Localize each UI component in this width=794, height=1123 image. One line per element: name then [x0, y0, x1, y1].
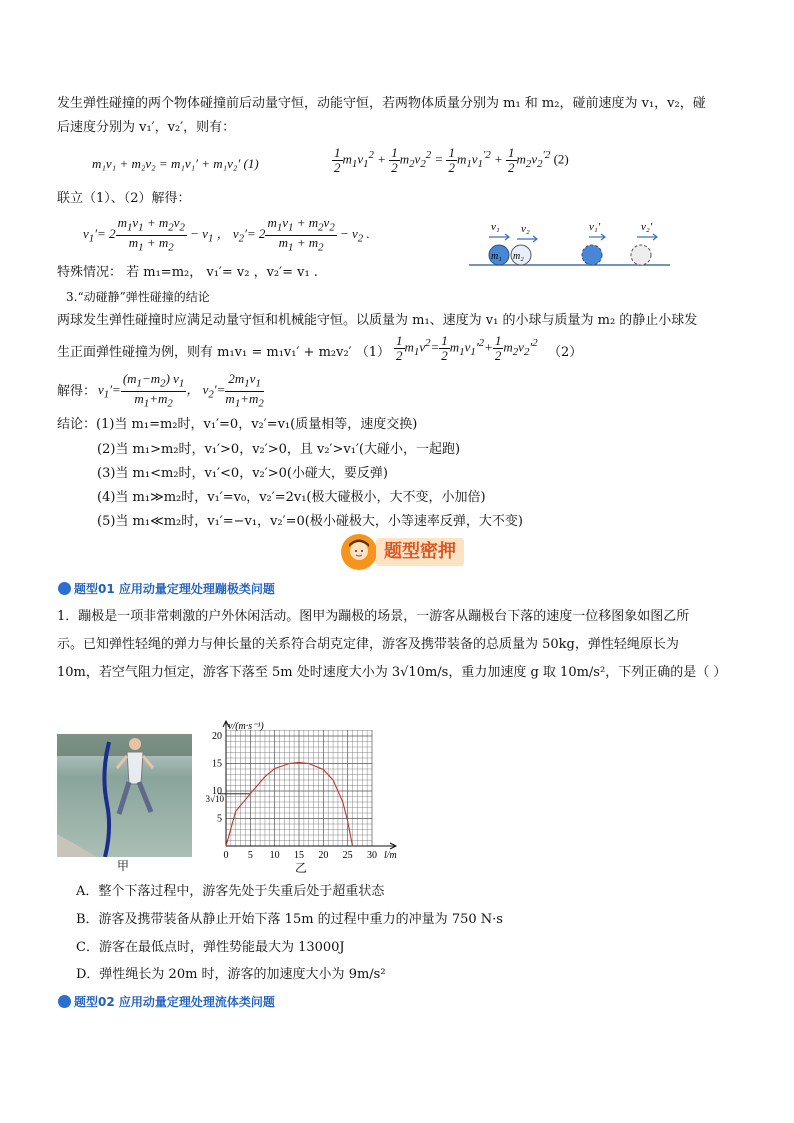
- chart-caption: 乙: [295, 861, 308, 875]
- option-b[interactable]: B．游客及携带装备从静止开始下落 15m 的过程中重力的冲量为 750 N·s: [76, 912, 503, 927]
- equation-2: $\frac{1}{2}$ $m_1v_1^2$ + $\frac{1}{2}$ $m_2v_2^2$ = $\frac{1}{2}$ $m_1v_1^{'2}$ + $\frac{1}{2}$ $m_2v_2^{'2}$ (2): [334, 145, 569, 175]
- banner: [340, 533, 464, 571]
- label-v2: v₂: [521, 223, 530, 235]
- bungee-photo: [57, 734, 192, 857]
- section3-energy-eq: $\frac{1}{2}$ $m_1v^2=$ $\frac{1}{2}$ $m_1v_1'^2+$ $\frac{1}{2}$ $m_2v_2'^2$: [396, 333, 538, 363]
- type1-label: 题型01 应用动量定理处理蹦极类问题: [74, 582, 275, 596]
- option-a[interactable]: A．整个下落过程中，游客先处于失重后处于超重状态: [76, 884, 385, 899]
- x-tick-label: 5: [247, 850, 253, 860]
- solve-equation: $v_1'=$ $\frac{(m_1-m_2) v_1}{m_1+m_2}$ ， $v_2'=$ $\frac{2m_1v_1}{m_1+m_2}$: [98, 371, 264, 410]
- option-c[interactable]: C．游客在最低点时，弹性势能最大为 13000J: [76, 940, 345, 955]
- y-tick-label: 15: [212, 758, 222, 770]
- conclusion-5: (5)当 m₁≪m₂时，v₁′=−v₁，v₂′=0(极小碰极大，小等速率反弹，大不变): [97, 514, 523, 529]
- type2-label: 题型02 应用动量定理处理流体类问题: [74, 995, 275, 1009]
- label-v1: v₁: [491, 221, 500, 233]
- equation-1: m₁v₁ + m₂v₂ = m₁v₁′ + m₁v₂′ (1): [92, 156, 259, 171]
- x-tick-label: 15: [294, 850, 304, 860]
- section3-title: 3.“动碰静”弹性碰撞的结论: [66, 290, 210, 304]
- conclusion-4: (4)当 m₁≫m₂时，v₁′=v₀，v₂′=2v₁(极大碰极小，大不变，小加倍): [97, 490, 486, 505]
- x-tick-label: 30: [367, 850, 377, 860]
- velocity-displacement-chart: [196, 718, 406, 860]
- x-tick-label: 25: [342, 850, 353, 860]
- y-axis-label: v/(m·s⁻¹): [228, 721, 264, 732]
- x-axis-label: l/m: [384, 850, 397, 860]
- intro-line-2: 后速度分别为 v₁′，v₂′，则有：: [57, 120, 236, 135]
- x-tick-label: 20: [318, 850, 329, 860]
- q1-line-3: 10m，若空气阻力恒定，游客下落至 5m 处时速度大小为 3√10m/s，重力加速度 g 取 10m/s²，下列正确的是（ ）: [57, 665, 727, 680]
- solution-equation: $v_1'= 2$ $\frac{m_1v_1 + m_2v_2}{m_1 + m_2}$ − $v_1$ ， $v_2'= 2$ $\frac{m_1v_1 + m_2v_2}{m_1 + m_2}$ − $v_2$ .: [83, 215, 370, 254]
- q1-line-2: 示。已知弹性轻绳的弹力与伸长量的关系符合胡克定律，游客及携带装备的总质量为 50kg，弹性轻绳原长为: [57, 637, 679, 652]
- banner-label: 题型密押: [376, 538, 464, 566]
- label-v1-prime: v₁′: [589, 221, 601, 233]
- y-tick-label: 5: [217, 813, 222, 825]
- y-tick-label: 20: [212, 731, 222, 742]
- q1-line-1: 1．蹦极是一项非常刺激的户外休闲活动。图甲为蹦极的场景，一游客从蹦极台下落的速度一位移图象如图乙所: [57, 609, 690, 624]
- label-m2: m₂: [513, 251, 524, 262]
- label-v2-prime: v₂′: [641, 221, 653, 233]
- option-d[interactable]: D．弹性绳长为 20m 时，游客的加速度大小为 9m/s²: [76, 967, 386, 982]
- solve-label: 解得：: [57, 384, 97, 399]
- intro-line-1: 发生弹性碰撞的两个物体碰撞前后动量守恒，动能守恒，若两物体质量分别为 m₁ 和 m₂，碰前速度为 v₁，v₂，碰: [57, 96, 706, 111]
- y-tick-label: 10: [212, 786, 222, 797]
- conclusion-3: (3)当 m₁<m₂时，v₁′<0，v₂′>0(小碰大，要反弹): [97, 466, 389, 481]
- type2-pin-icon: [58, 995, 71, 1008]
- type1-pin-icon: [58, 582, 71, 595]
- x-tick-label: 0: [223, 850, 229, 860]
- teacher-avatar-icon: [340, 533, 378, 571]
- section3-line-2b: （2）: [548, 345, 583, 360]
- label-m1: m₁: [491, 251, 502, 262]
- conclusion-1: 结论：(1)当 m₁=m₂时，v₁′=0，v₂′=v₁(质量相等，速度交换): [57, 417, 418, 432]
- section3-line-1: 两球发生弹性碰撞时应满足动量守恒和机械能守恒。以质量为 m₁、速度为 v₁ 的小球与质量为 m₂ 的静止小球发: [57, 313, 698, 328]
- section3-line-2a: 生正面弹性碰撞为例，则有 m₁v₁ = m₁v₁′ + m₂v₂′ （1）: [57, 345, 391, 360]
- x-tick-label: 10: [269, 850, 280, 860]
- y-special-tick-label: 3√10: [205, 793, 224, 804]
- conclusion-2: (2)当 m₁>m₂时，v₁′>0，v₂′>0，且 v₂′>v₁′(大碰小，一起跑): [97, 442, 461, 457]
- collision-figure: [465, 215, 675, 270]
- photo-caption: 甲: [117, 859, 130, 873]
- special-case: 特殊情况： 若 m₁=m₂， v₁′= v₂ ，v₂′= v₁ .: [57, 265, 318, 280]
- lianli-text: 联立（1）、（2）解得：: [57, 191, 191, 206]
